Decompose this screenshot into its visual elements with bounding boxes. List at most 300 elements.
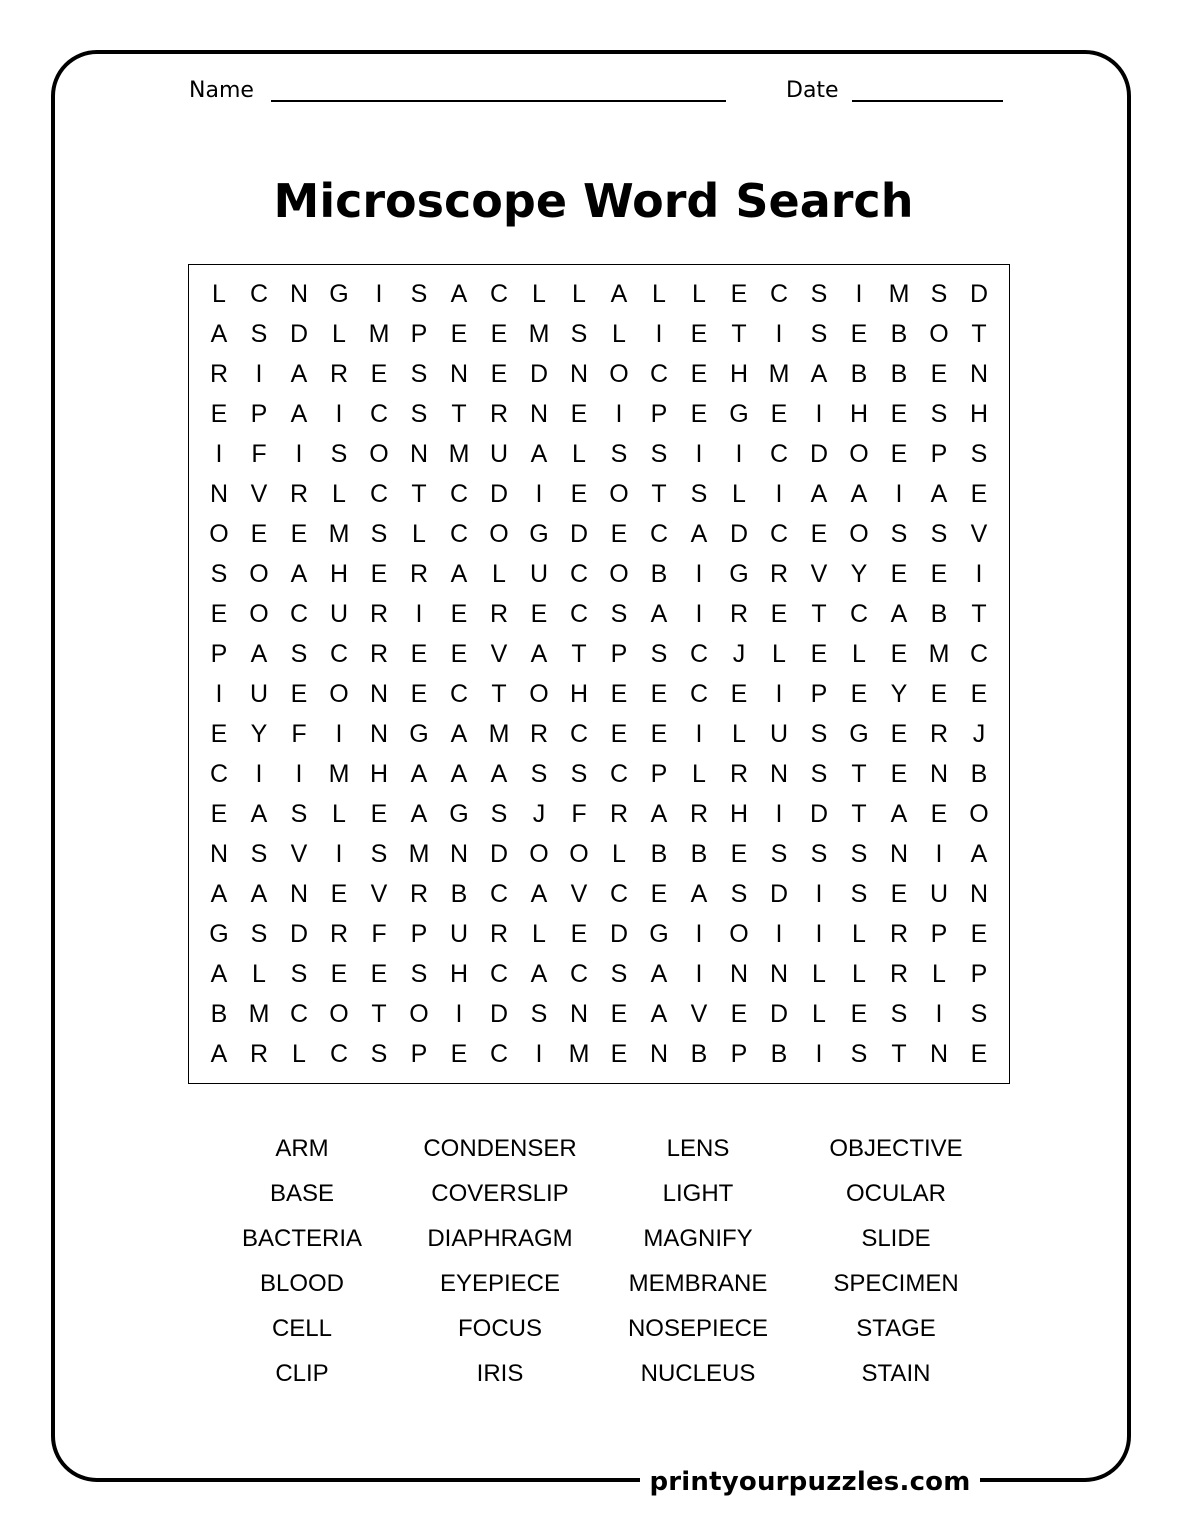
grid-letter[interactable]: C — [329, 639, 349, 668]
grid-letter[interactable]: U — [449, 919, 469, 948]
grid-letter[interactable]: A — [450, 279, 468, 308]
grid-letter[interactable]: Y — [890, 679, 908, 708]
grid-letter[interactable]: V — [810, 559, 828, 588]
grid-letter[interactable]: L — [772, 639, 786, 668]
grid-letter[interactable]: S — [730, 879, 748, 908]
grid-letter[interactable]: G — [649, 919, 669, 948]
grid-letter[interactable]: I — [895, 479, 903, 508]
grid-letter[interactable]: G — [449, 799, 469, 828]
grid-letter[interactable]: N — [569, 999, 589, 1028]
grid-letter[interactable]: I — [775, 799, 783, 828]
grid-letter[interactable]: C — [449, 679, 469, 708]
grid-letter[interactable]: S — [610, 599, 628, 628]
grid-letter[interactable]: B — [690, 839, 708, 868]
grid-letter[interactable]: E — [410, 679, 428, 708]
grid-letter[interactable]: A — [810, 359, 828, 388]
grid-letter[interactable]: E — [370, 559, 388, 588]
grid-letter[interactable]: Y — [850, 559, 868, 588]
grid-letter[interactable]: L — [412, 519, 426, 548]
grid-letter[interactable]: E — [730, 279, 748, 308]
grid-letter[interactable]: A — [650, 959, 668, 988]
grid-letter[interactable]: B — [970, 759, 988, 788]
grid-letter[interactable]: N — [289, 879, 309, 908]
grid-letter[interactable]: S — [610, 439, 628, 468]
grid-letter[interactable]: I — [335, 719, 343, 748]
grid-letter[interactable]: N — [969, 359, 989, 388]
grid-letter[interactable]: R — [249, 1039, 269, 1068]
grid-letter[interactable]: E — [370, 799, 388, 828]
grid-letter[interactable]: T — [451, 399, 467, 428]
grid-letter[interactable]: B — [450, 879, 468, 908]
grid-letter[interactable]: I — [255, 759, 263, 788]
grid-letter[interactable]: F — [371, 919, 387, 948]
grid-letter[interactable]: A — [650, 999, 668, 1028]
grid-letter[interactable]: G — [849, 719, 869, 748]
grid-letter[interactable]: B — [210, 999, 228, 1028]
grid-letter[interactable]: S — [930, 399, 948, 428]
grid-letter[interactable]: O — [409, 999, 429, 1028]
grid-letter[interactable]: I — [295, 759, 303, 788]
grid-letter[interactable]: E — [250, 519, 268, 548]
grid-letter[interactable]: P — [410, 319, 428, 348]
grid-letter[interactable]: P — [250, 399, 268, 428]
grid-letter[interactable]: S — [530, 759, 548, 788]
grid-letter[interactable]: C — [689, 679, 709, 708]
grid-letter[interactable]: A — [210, 1039, 228, 1068]
grid-letter[interactable]: C — [609, 879, 629, 908]
grid-letter[interactable]: E — [530, 599, 548, 628]
grid-letter[interactable]: C — [449, 519, 469, 548]
grid-letter[interactable]: N — [969, 879, 989, 908]
grid-letter[interactable]: R — [609, 799, 629, 828]
grid-letter[interactable]: C — [489, 1039, 509, 1068]
grid-letter[interactable]: L — [332, 479, 346, 508]
grid-letter[interactable]: I — [815, 919, 823, 948]
grid-letter[interactable]: E — [490, 359, 508, 388]
grid-letter[interactable]: N — [369, 679, 389, 708]
grid-letter[interactable]: L — [332, 799, 346, 828]
grid-letter[interactable]: L — [732, 719, 746, 748]
grid-letter[interactable]: I — [935, 839, 943, 868]
grid-letter[interactable]: C — [569, 719, 589, 748]
grid-letter[interactable]: S — [930, 279, 948, 308]
grid-letter[interactable]: E — [210, 599, 228, 628]
grid-letter[interactable]: E — [450, 319, 468, 348]
grid-letter[interactable]: G — [729, 399, 749, 428]
grid-letter[interactable]: E — [410, 639, 428, 668]
grid-letter[interactable]: A — [890, 799, 908, 828]
grid-letter[interactable]: P — [410, 1039, 428, 1068]
grid-letter[interactable]: I — [775, 479, 783, 508]
grid-letter[interactable]: O — [929, 319, 949, 348]
grid-letter[interactable]: S — [810, 279, 828, 308]
grid-letter[interactable]: U — [529, 559, 549, 588]
grid-letter[interactable]: S — [810, 759, 828, 788]
grid-letter[interactable]: V — [490, 639, 508, 668]
grid-letter[interactable]: C — [289, 599, 309, 628]
grid-letter[interactable]: E — [970, 679, 988, 708]
grid-letter[interactable]: B — [890, 319, 908, 348]
grid-letter[interactable]: L — [292, 1039, 306, 1068]
grid-letter[interactable]: A — [690, 519, 708, 548]
grid-letter[interactable]: E — [890, 759, 908, 788]
grid-letter[interactable]: E — [210, 799, 228, 828]
grid-letter[interactable]: E — [730, 839, 748, 868]
grid-letter[interactable]: C — [649, 359, 669, 388]
grid-letter[interactable]: S — [650, 639, 668, 668]
grid-letter[interactable]: N — [529, 399, 549, 428]
grid-letter[interactable]: E — [690, 359, 708, 388]
grid-letter[interactable]: M — [248, 999, 270, 1028]
grid-letter[interactable]: T — [571, 639, 587, 668]
grid-letter[interactable]: E — [610, 1039, 628, 1068]
grid-letter[interactable]: A — [610, 279, 628, 308]
grid-letter[interactable]: E — [890, 879, 908, 908]
grid-letter[interactable]: D — [569, 519, 589, 548]
grid-letter[interactable]: C — [849, 599, 869, 628]
grid-letter[interactable]: E — [210, 719, 228, 748]
grid-letter[interactable]: D — [769, 999, 789, 1028]
grid-letter[interactable]: O — [729, 919, 749, 948]
grid-letter[interactable]: I — [695, 439, 703, 468]
grid-letter[interactable]: C — [329, 1039, 349, 1068]
grid-letter[interactable]: B — [650, 559, 668, 588]
grid-letter[interactable]: I — [695, 599, 703, 628]
grid-letter[interactable]: L — [692, 759, 706, 788]
grid-letter[interactable]: E — [650, 679, 668, 708]
grid-letter[interactable]: I — [535, 479, 543, 508]
grid-letter[interactable]: T — [971, 599, 987, 628]
grid-letter[interactable]: F — [291, 719, 307, 748]
grid-letter[interactable]: J — [972, 719, 986, 748]
grid-letter[interactable]: R — [329, 919, 349, 948]
grid-letter[interactable]: A — [450, 759, 468, 788]
grid-letter[interactable]: T — [851, 759, 867, 788]
grid-letter[interactable]: I — [415, 599, 423, 628]
grid-letter[interactable]: N — [649, 1039, 669, 1068]
grid-letter[interactable]: E — [930, 799, 948, 828]
grid-letter[interactable]: L — [852, 919, 866, 948]
grid-letter[interactable]: S — [610, 959, 628, 988]
grid-letter[interactable]: C — [769, 279, 789, 308]
grid-letter[interactable]: L — [812, 999, 826, 1028]
grid-letter[interactable]: V — [570, 879, 588, 908]
grid-letter[interactable]: O — [329, 999, 349, 1028]
grid-letter[interactable]: D — [769, 879, 789, 908]
grid-letter[interactable]: E — [810, 639, 828, 668]
grid-letter[interactable]: E — [210, 399, 228, 428]
grid-letter[interactable]: M — [328, 519, 350, 548]
grid-letter[interactable]: R — [529, 719, 549, 748]
grid-letter[interactable]: D — [489, 479, 509, 508]
grid-letter[interactable]: P — [650, 759, 668, 788]
grid-letter[interactable]: E — [810, 519, 828, 548]
grid-letter[interactable]: S — [490, 799, 508, 828]
grid-letter[interactable]: I — [695, 719, 703, 748]
grid-letter[interactable]: M — [368, 319, 390, 348]
grid-letter[interactable]: O — [969, 799, 989, 828]
grid-letter[interactable]: G — [329, 279, 349, 308]
grid-letter[interactable]: D — [809, 439, 829, 468]
grid-letter[interactable]: I — [335, 839, 343, 868]
grid-letter[interactable]: S — [570, 319, 588, 348]
grid-letter[interactable]: O — [209, 519, 229, 548]
grid-letter[interactable]: R — [489, 399, 509, 428]
grid-letter[interactable]: E — [850, 319, 868, 348]
grid-letter[interactable]: M — [448, 439, 470, 468]
grid-letter[interactable]: D — [489, 999, 509, 1028]
grid-letter[interactable]: E — [450, 599, 468, 628]
grid-letter[interactable]: E — [970, 479, 988, 508]
grid-letter[interactable]: N — [449, 359, 469, 388]
grid-letter[interactable]: H — [849, 399, 869, 428]
grid-letter[interactable]: H — [729, 799, 749, 828]
grid-letter[interactable]: A — [210, 959, 228, 988]
grid-letter[interactable]: L — [212, 279, 226, 308]
grid-letter[interactable]: E — [570, 479, 588, 508]
grid-letter[interactable]: S — [290, 959, 308, 988]
grid-letter[interactable]: N — [929, 759, 949, 788]
grid-letter[interactable]: C — [489, 959, 509, 988]
grid-letter[interactable]: D — [729, 519, 749, 548]
grid-letter[interactable]: P — [970, 959, 988, 988]
grid-letter[interactable]: R — [409, 879, 429, 908]
grid-letter[interactable]: E — [970, 919, 988, 948]
grid-letter[interactable]: S — [370, 519, 388, 548]
grid-letter[interactable]: Y — [250, 719, 268, 748]
grid-letter[interactable]: T — [891, 1039, 907, 1068]
name-line[interactable] — [271, 100, 726, 102]
grid-letter[interactable]: L — [572, 439, 586, 468]
grid-letter[interactable]: S — [850, 839, 868, 868]
grid-letter[interactable]: P — [930, 439, 948, 468]
grid-letter[interactable]: E — [650, 719, 668, 748]
grid-letter[interactable]: A — [250, 639, 268, 668]
grid-letter[interactable]: R — [489, 599, 509, 628]
grid-letter[interactable]: B — [850, 359, 868, 388]
grid-letter[interactable]: S — [890, 999, 908, 1028]
grid-letter[interactable]: E — [370, 359, 388, 388]
grid-letter[interactable]: S — [250, 919, 268, 948]
grid-letter[interactable]: S — [850, 879, 868, 908]
grid-letter[interactable]: A — [490, 759, 508, 788]
grid-letter[interactable]: A — [530, 439, 548, 468]
grid-letter[interactable]: E — [570, 399, 588, 428]
grid-letter[interactable]: S — [410, 279, 428, 308]
grid-letter[interactable]: T — [811, 599, 827, 628]
grid-letter[interactable]: H — [449, 959, 469, 988]
grid-letter[interactable]: M — [328, 759, 350, 788]
grid-letter[interactable]: E — [290, 519, 308, 548]
grid-letter[interactable]: G — [409, 719, 429, 748]
grid-letter[interactable]: D — [609, 919, 629, 948]
grid-letter[interactable]: N — [769, 959, 789, 988]
grid-letter[interactable]: C — [369, 479, 389, 508]
grid-letter[interactable]: H — [329, 559, 349, 588]
grid-letter[interactable]: I — [375, 279, 383, 308]
grid-letter[interactable]: O — [529, 679, 549, 708]
grid-letter[interactable]: R — [889, 919, 909, 948]
grid-letter[interactable]: B — [930, 599, 948, 628]
grid-letter[interactable]: G — [209, 919, 229, 948]
grid-letter[interactable]: I — [615, 399, 623, 428]
grid-letter[interactable]: I — [255, 359, 263, 388]
grid-letter[interactable]: I — [535, 1039, 543, 1068]
grid-letter[interactable]: C — [249, 279, 269, 308]
grid-letter[interactable]: O — [569, 839, 589, 868]
grid-letter[interactable]: E — [570, 919, 588, 948]
grid-letter[interactable]: T — [851, 799, 867, 828]
grid-letter[interactable]: C — [449, 479, 469, 508]
grid-letter[interactable]: I — [695, 959, 703, 988]
grid-letter[interactable]: A — [450, 719, 468, 748]
grid-letter[interactable]: N — [449, 839, 469, 868]
grid-letter[interactable]: P — [610, 639, 628, 668]
grid-letter[interactable]: L — [492, 559, 506, 588]
grid-letter[interactable]: A — [450, 559, 468, 588]
grid-letter[interactable]: N — [409, 439, 429, 468]
grid-letter[interactable]: S — [770, 839, 788, 868]
grid-letter[interactable]: A — [650, 599, 668, 628]
grid-letter[interactable]: S — [970, 439, 988, 468]
grid-letter[interactable]: O — [249, 599, 269, 628]
grid-letter[interactable]: L — [252, 959, 266, 988]
grid-letter[interactable]: I — [455, 999, 463, 1028]
grid-letter[interactable]: I — [815, 879, 823, 908]
grid-letter[interactable]: I — [655, 319, 663, 348]
grid-letter[interactable]: O — [609, 479, 629, 508]
grid-letter[interactable]: P — [210, 639, 228, 668]
grid-letter[interactable]: V — [290, 839, 308, 868]
grid-letter[interactable]: C — [769, 439, 789, 468]
grid-letter[interactable]: L — [932, 959, 946, 988]
grid-letter[interactable]: R — [289, 479, 309, 508]
grid-letter[interactable]: H — [569, 679, 589, 708]
grid-letter[interactable]: E — [850, 999, 868, 1028]
grid-letter[interactable]: U — [329, 599, 349, 628]
grid-letter[interactable]: P — [810, 679, 828, 708]
grid-letter[interactable]: R — [409, 559, 429, 588]
grid-letter[interactable]: D — [289, 319, 309, 348]
grid-letter[interactable]: S — [410, 399, 428, 428]
grid-letter[interactable]: C — [609, 759, 629, 788]
grid-letter[interactable]: S — [810, 839, 828, 868]
grid-letter[interactable]: S — [250, 319, 268, 348]
grid-letter[interactable]: E — [890, 399, 908, 428]
grid-letter[interactable]: R — [209, 359, 229, 388]
grid-letter[interactable]: J — [732, 639, 746, 668]
grid-letter[interactable]: E — [610, 719, 628, 748]
grid-letter[interactable]: D — [289, 919, 309, 948]
grid-letter[interactable]: A — [210, 319, 228, 348]
grid-letter[interactable]: S — [410, 959, 428, 988]
grid-letter[interactable]: L — [652, 279, 666, 308]
grid-letter[interactable]: B — [650, 839, 668, 868]
grid-letter[interactable]: S — [570, 759, 588, 788]
grid-letter[interactable]: U — [249, 679, 269, 708]
grid-letter[interactable]: E — [930, 679, 948, 708]
grid-letter[interactable]: C — [289, 999, 309, 1028]
grid-letter[interactable]: R — [369, 599, 389, 628]
grid-letter[interactable]: F — [571, 799, 587, 828]
grid-letter[interactable]: A — [250, 879, 268, 908]
grid-letter[interactable]: V — [250, 479, 268, 508]
grid-letter[interactable]: I — [775, 319, 783, 348]
grid-letter[interactable]: E — [690, 399, 708, 428]
grid-letter[interactable]: A — [650, 799, 668, 828]
grid-letter[interactable]: R — [689, 799, 709, 828]
grid-letter[interactable]: E — [890, 559, 908, 588]
grid-letter[interactable]: C — [489, 879, 509, 908]
grid-letter[interactable]: E — [890, 439, 908, 468]
grid-letter[interactable]: I — [975, 559, 983, 588]
grid-letter[interactable]: N — [929, 1039, 949, 1068]
grid-letter[interactable]: R — [769, 559, 789, 588]
grid-letter[interactable]: P — [650, 399, 668, 428]
grid-letter[interactable]: I — [215, 439, 223, 468]
grid-letter[interactable]: I — [935, 999, 943, 1028]
grid-letter[interactable]: T — [371, 999, 387, 1028]
grid-letter[interactable]: L — [572, 279, 586, 308]
grid-letter[interactable]: E — [610, 519, 628, 548]
grid-letter[interactable]: I — [695, 559, 703, 588]
grid-letter[interactable]: A — [210, 879, 228, 908]
grid-letter[interactable]: I — [775, 679, 783, 708]
grid-letter[interactable]: H — [729, 359, 749, 388]
grid-letter[interactable]: T — [651, 479, 667, 508]
grid-letter[interactable]: D — [529, 359, 549, 388]
grid-letter[interactable]: E — [770, 599, 788, 628]
grid-letter[interactable]: H — [969, 399, 989, 428]
grid-letter[interactable]: N — [209, 479, 229, 508]
grid-letter[interactable]: C — [369, 399, 389, 428]
grid-letter[interactable]: L — [532, 279, 546, 308]
grid-letter[interactable]: U — [929, 879, 949, 908]
grid-letter[interactable]: N — [289, 279, 309, 308]
grid-letter[interactable]: S — [650, 439, 668, 468]
grid-letter[interactable]: A — [410, 759, 428, 788]
grid-letter[interactable]: R — [729, 759, 749, 788]
grid-letter[interactable]: E — [370, 959, 388, 988]
grid-letter[interactable]: N — [729, 959, 749, 988]
grid-letter[interactable]: C — [769, 519, 789, 548]
grid-letter[interactable]: A — [850, 479, 868, 508]
grid-letter[interactable]: R — [929, 719, 949, 748]
grid-letter[interactable]: V — [690, 999, 708, 1028]
grid-letter[interactable]: A — [290, 559, 308, 588]
grid-letter[interactable]: A — [690, 879, 708, 908]
grid-letter[interactable]: O — [609, 559, 629, 588]
grid-letter[interactable]: E — [450, 1039, 468, 1068]
grid-letter[interactable]: G — [529, 519, 549, 548]
grid-letter[interactable]: N — [769, 759, 789, 788]
grid-letter[interactable]: T — [491, 679, 507, 708]
grid-letter[interactable]: A — [930, 479, 948, 508]
grid-letter[interactable]: I — [335, 399, 343, 428]
grid-letter[interactable]: E — [890, 719, 908, 748]
grid-letter[interactable]: S — [370, 1039, 388, 1068]
grid-letter[interactable]: C — [569, 599, 589, 628]
grid-letter[interactable]: G — [729, 559, 749, 588]
grid-letter[interactable]: U — [489, 439, 509, 468]
grid-letter[interactable]: C — [689, 639, 709, 668]
grid-letter[interactable]: I — [735, 439, 743, 468]
grid-letter[interactable]: E — [330, 879, 348, 908]
grid-letter[interactable]: A — [530, 879, 548, 908]
grid-letter[interactable]: F — [251, 439, 267, 468]
grid-letter[interactable]: N — [889, 839, 909, 868]
grid-letter[interactable]: A — [530, 639, 548, 668]
